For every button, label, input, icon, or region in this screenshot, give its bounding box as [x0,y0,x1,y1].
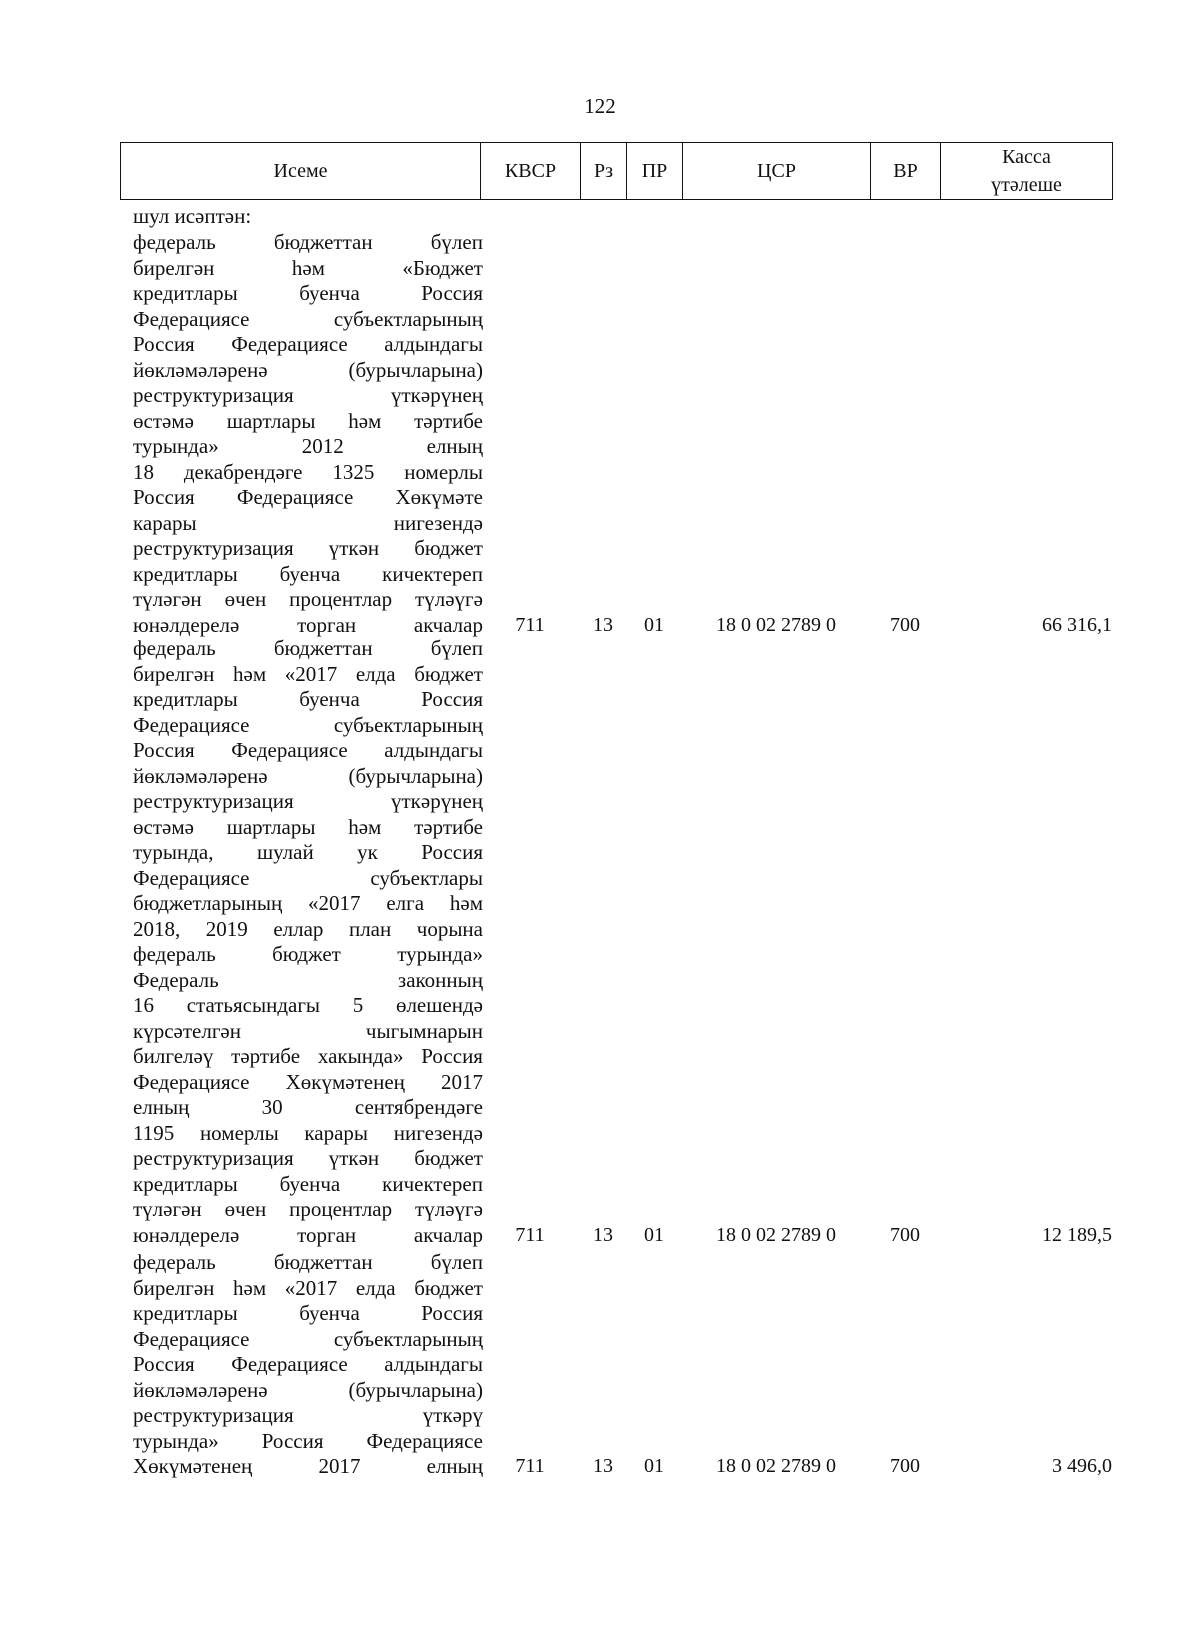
word: күрсәтелгән [133,1018,241,1043]
word: кредитлары [133,561,238,586]
word: реструктуризация [133,1146,294,1170]
word: кичектереп [382,561,483,586]
word: «2017 [308,891,361,915]
header-rz: Рз [581,143,627,200]
word: һәм [233,1275,267,1300]
word: шартлары [226,814,316,839]
word: процентлар [289,1197,393,1221]
row-name [133,1250,483,1480]
word: нигезендә [393,510,483,535]
word: 16 [133,993,154,1017]
name-line [133,511,483,537]
word: бюджет [272,942,341,966]
name-line [133,1070,483,1096]
word: карары [304,1120,369,1145]
header-kvsr: КВСР [481,143,581,200]
name-line [133,1454,483,1480]
word: елга [386,891,425,915]
word: Хөкүмәте [395,485,483,509]
name-line [133,636,483,662]
word: федераль [133,636,216,660]
page-number: 122 [584,94,616,118]
name-line [133,281,483,307]
word: турында» [133,434,219,458]
name-line [133,662,483,688]
name-line [133,409,483,435]
header-csr: ЦСР [683,143,871,200]
header-amount-line1: Касса [1002,146,1051,168]
word: 2017 [318,1454,361,1478]
word: законның [397,967,483,992]
word: үткән [328,1146,380,1170]
word: турында» [397,942,483,966]
word: карары [133,510,197,535]
cell-csr: 18 0 02 2789 0 [716,1223,836,1246]
word: торган [297,1222,357,1247]
word: номерлы [199,1120,279,1145]
word: бюджет [414,1146,483,1170]
word: субъектларының [333,306,483,331]
word: торган [297,612,357,637]
cell-pr: 01 [644,613,664,636]
name-line [133,1378,483,1404]
word: үткән [328,536,380,560]
name-line [133,460,483,486]
word: Хөкүмәтенең [133,1454,253,1478]
header-amount [941,143,1113,200]
cell-kvsr: 711 [515,1455,545,1477]
name-line [133,687,483,713]
word: елда [355,661,396,686]
word: тәртибе [231,1044,301,1068]
word: буенча [299,281,360,305]
cell-amount: 3 496,0 [1052,1455,1112,1477]
word: өстәмә [133,814,194,839]
word: алдындагы [384,332,483,356]
name-line [133,968,483,994]
word: буенча [279,561,341,586]
word: кредитлары [133,1171,238,1196]
word: тәртибе [414,408,483,433]
word: Россия [261,1428,324,1453]
word: бюджеттан [273,1250,373,1274]
word: акчалар [413,612,483,637]
word: түләүгә [415,1197,483,1221]
word: бирелгән [133,661,215,686]
word: өлешендә [395,993,483,1017]
name-line [133,1121,483,1147]
word: хакында» [317,1044,404,1068]
name-line [133,1250,483,1276]
cell-amount: 12 189,5 [1042,1223,1112,1246]
name-line [133,713,483,739]
word: Федерациясе [366,1428,483,1453]
word: план [348,916,392,941]
word: еллар [273,916,324,941]
name-line [133,332,483,358]
cell-vr: 700 [890,613,920,636]
table-header [120,142,1113,200]
word: түләгән [133,587,202,611]
name-line [133,815,483,841]
name-line [133,1146,483,1172]
name-line [133,1095,483,1121]
row-name [133,230,483,638]
cell-pr: 01 [644,1223,664,1246]
cell-pr: 01 [644,1455,664,1477]
name-line [133,891,483,917]
word: елда [355,1275,396,1300]
word: Россия [133,738,195,762]
word: бүлеп [430,1250,483,1274]
word: 2017 [441,1069,483,1094]
word: турында, [133,840,214,864]
cell-vr: 700 [890,1455,920,1477]
word: реструктуризация [133,383,294,407]
word: өстәмә [133,408,194,433]
word: акчалар [413,1222,483,1247]
word: Федерациясе [133,306,250,331]
word: сентябрендәге [354,1095,483,1119]
word: йөкләмәләренә [133,763,268,788]
word: статьясындагы [186,993,321,1017]
name-line [133,1044,483,1070]
word: Россия [133,1352,195,1376]
word: кредитлары [133,687,238,711]
word: (бурычларына) [348,1377,483,1402]
word: (бурычларына) [348,357,483,382]
name-line [133,383,483,409]
word: тәртибе [414,814,483,839]
word: һәм [348,814,382,839]
name-line [133,1019,483,1045]
name-line [133,917,483,943]
name-line [133,613,483,639]
word: алдындагы [384,1352,483,1376]
name-line [133,789,483,815]
word: Россия [421,1044,483,1068]
word: һәм [449,891,483,915]
word: Федерациясе [231,332,348,356]
header-amount-line2: үтәлеше [991,174,1062,196]
name-line [133,1429,483,1455]
word: буенча [299,687,360,711]
word: федераль [133,230,216,254]
word: 2012 [301,434,344,458]
header-pr: ПР [627,143,683,200]
word: турында» [133,1428,219,1453]
word: һәм [348,408,382,433]
word: Федерациясе [133,712,250,737]
word: процентлар [289,587,393,611]
word: Федерациясе [133,865,250,890]
word: бирелгән [133,1275,215,1300]
word: «2017 [284,661,338,686]
word: (бурычларына) [348,763,483,788]
cell-rz: 13 [593,613,613,636]
word: бүлеп [430,636,483,660]
word: кредитлары [133,281,238,305]
cell-amount: 66 316,1 [1042,613,1112,636]
word: өчен [224,1197,267,1221]
word: бирелгән [133,255,215,280]
word: юнәлдерелә [133,612,240,637]
name-line [133,1352,483,1378]
word: үткәрүнең [391,789,483,813]
name-line [133,866,483,892]
cell-csr: 18 0 02 2789 0 [716,613,836,636]
word: федераль [133,942,216,966]
cell-vr: 700 [890,1223,920,1246]
word: елның [426,1454,483,1478]
word: Федерациясе [133,1326,250,1351]
word: бюджеттан [273,230,373,254]
word: нигезендә [393,1120,483,1145]
name-line [133,1197,483,1223]
word: реструктуризация [133,536,294,560]
word: елның [133,1095,190,1119]
cell-rz: 13 [593,1223,613,1246]
word: Федераль [133,967,219,992]
word: 1195 [133,1120,175,1145]
word: Федерациясе [133,1069,250,1094]
word: буенча [299,1301,360,1325]
name-line [133,307,483,333]
word: һәм [233,661,267,686]
word: бюджет [414,1275,483,1300]
word: түләүгә [415,587,483,611]
name-line [133,942,483,968]
cell-kvsr: 711 [515,613,545,636]
word: Федерациясе [231,1352,348,1376]
word: шулай [256,840,314,864]
word: реструктуризация [133,1403,294,1427]
word: һәм [291,255,325,280]
word: Россия [133,332,195,356]
word: 5 [352,993,364,1017]
word: бюджет [414,536,483,560]
word: декабрендәге [183,459,303,484]
word: бюджетларының [133,891,283,915]
word: 2019 [205,916,248,941]
word: 30 [261,1095,283,1119]
word: бүлеп [430,230,483,254]
word: Федерациясе [236,485,354,509]
word: буенча [279,1171,341,1196]
name-line [133,1403,483,1429]
word: субъектларының [333,1326,483,1351]
word: йөкләмәләренә [133,1377,268,1402]
word: кичектереп [382,1171,483,1196]
name-line [133,230,483,256]
name-line [133,993,483,1019]
word: түләгән [133,1197,202,1221]
word: 2018, [133,916,181,941]
word: Россия [421,840,483,864]
word: Россия [133,485,195,509]
word: 18 [133,459,154,484]
word: билгеләү [133,1044,214,1068]
cell-rz: 13 [593,1455,613,1477]
lead-text: шул исәптән: [133,204,252,228]
word: Россия [421,1301,483,1325]
name-line [133,764,483,790]
word: «2017 [284,1275,338,1300]
word: бюджеттан [273,636,373,660]
word: үткәрү [422,1403,483,1427]
name-line [133,485,483,511]
word: үткәрүнең [391,383,483,407]
name-line [133,562,483,588]
word: бюджет [414,661,483,686]
word: реструктуризация [133,789,294,813]
word: чорына [416,916,483,941]
cell-csr: 18 0 02 2789 0 [716,1455,836,1477]
header-name: Исеме [121,143,481,200]
word: «Бюджет [402,255,483,280]
name-line [133,1327,483,1353]
word: шартлары [226,408,316,433]
word: юнәлдерелә [133,1222,240,1247]
name-line [133,256,483,282]
word: номерлы [404,459,483,484]
word: Хөкүмәтенең [285,1069,405,1094]
name-line [133,536,483,562]
word: йөкләмәләренә [133,357,268,382]
header-vr: ВР [871,143,941,200]
word: алдындагы [384,738,483,762]
word: Россия [421,687,483,711]
cell-kvsr: 711 [515,1223,545,1246]
word: субъектларының [333,712,483,737]
name-line [133,434,483,460]
word: чыгымнарын [365,1018,483,1043]
name-line [133,1276,483,1302]
name-line [133,358,483,384]
word: Федерациясе [231,738,348,762]
name-line [133,1172,483,1198]
word: федераль [133,1250,216,1274]
word: ук [357,840,378,864]
row-name [133,636,483,1248]
name-line [133,1223,483,1249]
word: субъектлары [370,865,483,890]
name-line [133,840,483,866]
word: өчен [224,587,267,611]
word: кредитлары [133,1301,238,1325]
name-line [133,1301,483,1327]
name-line [133,587,483,613]
word: елның [426,434,483,458]
word: 1325 [332,459,375,484]
word: Россия [421,281,483,305]
name-line [133,738,483,764]
